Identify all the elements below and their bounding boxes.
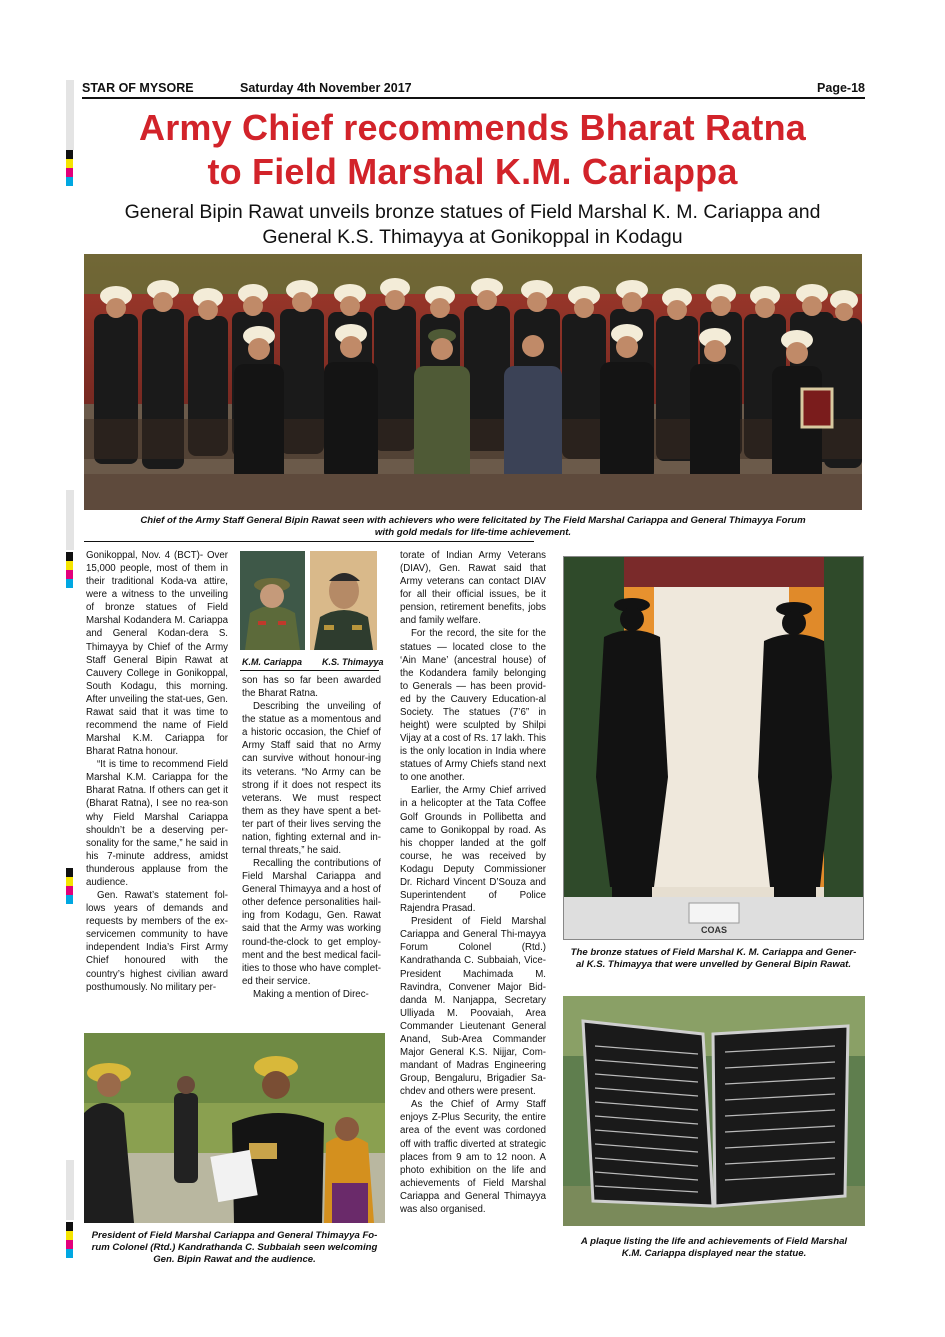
portrait-cariappa [240, 551, 305, 650]
paragraph: Making a mention of Direc- [253, 988, 369, 1000]
paragraph: Recalling the contributions of Field Marshal Cariappa and General Thimayya and a host of other defence personalities hail-ing from Kodagu, Gen. Rawat said that the Army was working round-the-clock to get employ-ment and the best medical facil-ities to those who have complet-ed their service. [242, 858, 381, 987]
registration-marks-lower [66, 868, 73, 904]
section-divider [84, 541, 534, 542]
publication-name: STAR OF MYSORE [82, 81, 194, 95]
plaque-caption-line-2: K.M. Cariappa displayed near the statue. [621, 1248, 807, 1259]
group-photo-caption [84, 515, 862, 539]
plaque-photo-image [563, 996, 865, 1226]
welcome-photo-image [84, 1033, 385, 1223]
page-number: Page-18 [817, 81, 865, 95]
statue-sign-text: COAS [700, 925, 728, 935]
paragraph: “It is time to recommend Field Marshal K.M. Cariappa for the Bharat Ratna. If others can get it (Bharat Ratna), I see no rea-son why Field Marshal Cariappa shouldn’t be a deserving per-sonality for the same,” he said in his 7-minute address, amidst thunderous applause from the audience. [86, 759, 228, 888]
statues-caption [560, 947, 867, 971]
paragraph: Gen. Rawat’s statement fol-lows years of demands and requests by members of the ex-servicemen community to have independent India’s First Army Chief honoured with the country’s highest civilian award posthumously. No military per- [86, 890, 228, 993]
statues-photo-image [564, 557, 863, 939]
portrait-caption-cariappa: K.M. Cariappa [242, 657, 303, 667]
plaque-caption-line-1: A plaque listing the life and achievements of Field Marshal [580, 1236, 848, 1247]
paragraph: torate of Indian Army Veterans (DIAV), Gen. Rawat said that Army veterans can contact DIAV for all their official issues, be it pension, retirement benefits, jobs and family welfare. [400, 550, 546, 627]
portrait-caption-thimayya: K.S. Thimayya [322, 657, 384, 667]
headline [75, 106, 870, 194]
registration-marks-top [66, 150, 73, 186]
paragraph: For the record, the site for the statues — located close to the ‘Ain Mane’ (ancestral house) of the Kodandera family belonging to Generals — has been provid-ed by the Cauvery Education-al Society. The statues (7’6” in height) were sculpted by Shilpi Vijay at a cost of Rs. 17 lakh. This is the only location in India where statues of Army Chiefs stand next to one another. [400, 628, 546, 784]
paragraph: Earlier, the Army Chief arrived in a helicopter at the Tata Coffee Golf Grounds in Pollibetta and came to Gonikoppal by road. As his chopper landed at the golf course, he was received by Kodagu Deputy Commissioner Dr. Richard Vincent D’Souza and Superintendent of Police Rajendra Prasad. [400, 785, 546, 915]
paragraph: Describing the unveiling of the statue as a momentous and a historic occasion, the Chief of Army Staff said that no Army can survive without honour-ing its veterans. “No Army can be strong if it does not respect its veterans. We must respect them as they have spent a bet-ter part of their lives serving the nation, fighting external and in-ternal threats,” he said. [242, 701, 381, 857]
subheadline-line-1: General Bipin Rawat unveils bronze statues of Field Marshal K. M. Cariappa and [124, 201, 821, 223]
paragraph: son has so far been awarded the Bharat Ratna. [242, 675, 381, 700]
headline-line-1: Army Chief recommends Bharat Ratna [139, 107, 806, 148]
article-column-3 [400, 549, 546, 1216]
article-column-1 [86, 549, 228, 994]
portrait-cariappa-image [240, 551, 305, 650]
welcome-caption [84, 1230, 385, 1266]
welcome-caption-line-1: President of Field Marshal Cariappa and General Thimayya Fo- [91, 1230, 378, 1241]
paragraph: President of Field Marshal Cariappa and General Thi-mayya Forum Colonel (Rtd.) Kandrathanda C. Subbaiah, Vice-President Machimada M. Ravindra, Convener Major Bid-danda M. Nanjappa, Secretary Ulliyada M. Poovaiah, Area Commander Lieutenant General Anand, Sub-Area Commander Major General K.S. Nijjar, Com-mandant of Madras Engineering Group, Bengaluru, Brigadier Sa-chdev and others were present. [400, 916, 546, 1098]
article-column-2 [242, 674, 381, 1001]
masthead [82, 79, 865, 99]
group-photo-image [84, 254, 862, 510]
statues-photo [563, 556, 864, 940]
margin-grey-bar [66, 80, 74, 150]
statues-caption-line-1: The bronze statues of Field Marshal K. M. Cariappa and Gener- [570, 947, 857, 958]
group-photo-caption-line-1: Chief of the Army Staff General Bipin Rawat seen with achievers who were felicitated by The Field Marshal Cariappa and General Thimayya Forum [140, 515, 806, 526]
statues-caption-line-2: al K.S. Thimayya that were unvelled by General Bipin Rawat. [575, 959, 852, 970]
subheadline [80, 200, 865, 250]
portrait-thimayya [310, 551, 377, 650]
registration-marks-mid [66, 552, 73, 588]
subheadline-line-2: General K.S. Thimayya at Gonikoppal in Kodagu [262, 226, 683, 248]
welcome-caption-line-3: Gen. Bipin Rawat and the audience. [153, 1254, 316, 1265]
paragraph: As the Chief of Army Staff enjoys Z-Plus Security, the entire area of the event was cordoned off with traffic diverted at strategic places from 9 am to 12 noon. A photo exhibition on the life and achievements of Field Marshal Cariappa and General Thimayya was also organised. [400, 1099, 546, 1215]
headline-line-2: to Field Marshal K.M. Cariappa [207, 151, 738, 192]
portrait-divider [240, 670, 379, 671]
group-photo [84, 254, 862, 510]
paragraph: Gonikoppal, Nov. 4 (BCT)- Over 15,000 people, most of them in their traditional Koda-va attire, were a witness to the unveiling of bronze statues of Field Marshal Kodandera M. Cariappa and General Kodan-dera S. Thimayya by Chief of the Army Staff General Bipin Rawat at Cauvery College in Gonikoppal, South Kodagu, this morning. After unveiling the stat-ues, Gen. Rawat said that it was time to recommend the name of Field Marshal K.M. Cariappa for Bharat Ratna honour. [86, 550, 228, 758]
welcome-caption-line-2: rum Colonel (Rtd.) Kandrathanda C. Subbaiah seen welcoming [91, 1242, 378, 1253]
issue-date: Saturday 4th November 2017 [240, 81, 412, 95]
welcome-photo [84, 1033, 385, 1223]
plaque-photo [563, 996, 865, 1226]
registration-marks-bottom [66, 1222, 73, 1258]
portrait-thimayya-image [310, 551, 377, 650]
margin-grey-bar [66, 490, 74, 550]
plaque-caption [563, 1236, 865, 1260]
margin-grey-bar [66, 1160, 74, 1220]
group-photo-caption-line-2: with gold medals for life-time achievement. [374, 527, 572, 538]
